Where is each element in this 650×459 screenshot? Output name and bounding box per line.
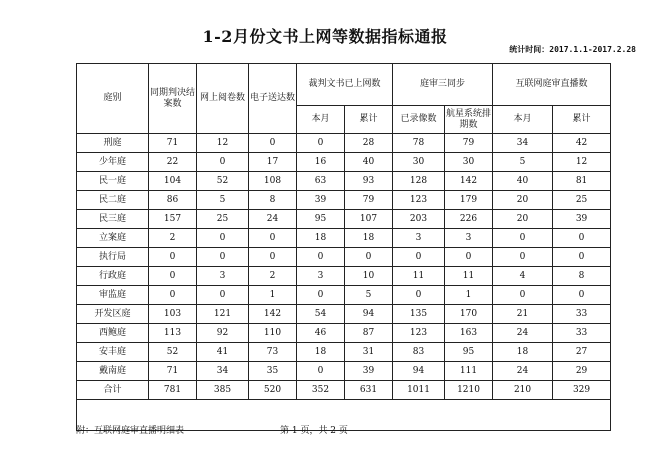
court-name-cell: 西鲍庭	[77, 324, 149, 343]
table-row	[77, 134, 611, 153]
value-cell: 110	[249, 324, 297, 343]
value-cell: 39	[553, 210, 611, 229]
table-row	[77, 305, 611, 324]
table-row	[77, 191, 611, 210]
value-cell: 24	[249, 210, 297, 229]
value-cell: 1	[445, 286, 493, 305]
value-cell: 329	[553, 381, 611, 400]
court-name-cell: 执行局	[77, 248, 149, 267]
value-cell: 24	[493, 362, 553, 381]
value-cell: 16	[297, 153, 345, 172]
value-cell: 2	[249, 267, 297, 286]
value-cell: 0	[197, 286, 249, 305]
value-cell: 0	[445, 248, 493, 267]
value-cell: 203	[393, 210, 445, 229]
value-cell: 95	[445, 343, 493, 362]
value-cell: 30	[445, 153, 493, 172]
value-cell: 21	[493, 305, 553, 324]
report-title: 1-2月份文书上网等数据指标通报	[202, 27, 448, 46]
value-cell: 123	[393, 324, 445, 343]
value-cell: 157	[149, 210, 197, 229]
header-live-this-month: 本月	[493, 106, 553, 134]
value-cell: 79	[445, 134, 493, 153]
table-row	[77, 229, 611, 248]
court-name-cell: 立案庭	[77, 229, 149, 248]
value-cell: 87	[345, 324, 393, 343]
value-cell: 39	[297, 191, 345, 210]
court-name-cell: 民一庭	[77, 172, 149, 191]
header-cumulative: 累计	[345, 106, 393, 134]
table-row	[77, 248, 611, 267]
header-ranking: 航星系统排期数	[445, 106, 493, 134]
table-row	[77, 172, 611, 191]
value-cell: 83	[393, 343, 445, 362]
value-cell: 0	[249, 248, 297, 267]
value-cell: 142	[445, 172, 493, 191]
value-cell: 0	[249, 229, 297, 248]
value-cell: 18	[345, 229, 393, 248]
value-cell: 86	[149, 191, 197, 210]
value-cell: 29	[553, 362, 611, 381]
value-cell: 20	[493, 210, 553, 229]
value-cell: 71	[149, 134, 197, 153]
value-cell: 631	[345, 381, 393, 400]
value-cell: 73	[249, 343, 297, 362]
court-name-cell: 民三庭	[77, 210, 149, 229]
header-recorded: 已录像数	[393, 106, 445, 134]
table-row	[77, 210, 611, 229]
value-cell: 40	[345, 153, 393, 172]
value-cell: 128	[393, 172, 445, 191]
court-name-cell: 安丰庭	[77, 343, 149, 362]
court-name-cell: 戴南庭	[77, 362, 149, 381]
value-cell: 52	[197, 172, 249, 191]
value-cell: 135	[393, 305, 445, 324]
value-cell: 0	[393, 286, 445, 305]
value-cell: 0	[249, 134, 297, 153]
value-cell: 107	[345, 210, 393, 229]
header-e-delivery: 电子送达数	[249, 64, 297, 134]
table-body	[77, 134, 611, 400]
value-cell: 111	[445, 362, 493, 381]
value-cell: 163	[445, 324, 493, 343]
value-cell: 0	[197, 153, 249, 172]
table-row	[77, 324, 611, 343]
table-row	[77, 343, 611, 362]
value-cell: 93	[345, 172, 393, 191]
value-cell: 4	[493, 267, 553, 286]
value-cell: 46	[297, 324, 345, 343]
value-cell: 1011	[393, 381, 445, 400]
header-judgements-online: 裁判文书已上网数	[297, 64, 393, 106]
value-cell: 24	[493, 324, 553, 343]
value-cell: 79	[345, 191, 393, 210]
value-cell: 2	[149, 229, 197, 248]
value-cell: 108	[249, 172, 297, 191]
value-cell: 25	[553, 191, 611, 210]
value-cell: 11	[445, 267, 493, 286]
value-cell: 0	[553, 286, 611, 305]
header-row-top	[77, 64, 611, 106]
value-cell: 0	[493, 248, 553, 267]
value-cell: 5	[197, 191, 249, 210]
value-cell: 25	[197, 210, 249, 229]
value-cell: 0	[393, 248, 445, 267]
header-live-cumulative: 累计	[553, 106, 611, 134]
value-cell: 11	[393, 267, 445, 286]
value-cell: 0	[297, 248, 345, 267]
value-cell: 18	[493, 343, 553, 362]
value-cell: 781	[149, 381, 197, 400]
value-cell: 31	[345, 343, 393, 362]
value-cell: 3	[197, 267, 249, 286]
value-cell: 113	[149, 324, 197, 343]
value-cell: 28	[345, 134, 393, 153]
value-cell: 123	[393, 191, 445, 210]
value-cell: 92	[197, 324, 249, 343]
table-row	[77, 267, 611, 286]
value-cell: 0	[553, 248, 611, 267]
court-name-cell: 民二庭	[77, 191, 149, 210]
value-cell: 8	[553, 267, 611, 286]
court-name-cell: 审监庭	[77, 286, 149, 305]
value-cell: 33	[553, 305, 611, 324]
table-row	[77, 153, 611, 172]
value-cell: 35	[249, 362, 297, 381]
value-cell: 0	[149, 248, 197, 267]
header-court: 庭别	[77, 64, 149, 134]
value-cell: 12	[553, 153, 611, 172]
value-cell: 142	[249, 305, 297, 324]
header-closed-cases: 同期判决结案数	[149, 64, 197, 134]
court-name-cell: 行政庭	[77, 267, 149, 286]
value-cell: 12	[197, 134, 249, 153]
value-cell: 42	[553, 134, 611, 153]
value-cell: 63	[297, 172, 345, 191]
value-cell: 18	[297, 343, 345, 362]
value-cell: 34	[197, 362, 249, 381]
value-cell: 18	[297, 229, 345, 248]
statistics-table	[76, 63, 611, 431]
value-cell: 10	[345, 267, 393, 286]
court-name-cell: 刑庭	[77, 134, 149, 153]
footer-attachment: 附：互联网庭审直播明细表	[76, 426, 185, 436]
value-cell: 0	[149, 267, 197, 286]
value-cell: 34	[493, 134, 553, 153]
value-cell: 33	[553, 324, 611, 343]
court-name-cell: 少年庭	[77, 153, 149, 172]
value-cell: 20	[493, 191, 553, 210]
footer-page-info: 第 1 页，共 2 页	[280, 426, 348, 436]
statistics-period: 统计时间：2017.1.1-2017.2.28	[509, 45, 636, 54]
court-name-cell: 开发区庭	[77, 305, 149, 324]
header-live-broadcast: 互联网庭审直播数	[493, 64, 611, 106]
value-cell: 104	[149, 172, 197, 191]
value-cell: 226	[445, 210, 493, 229]
value-cell: 1	[249, 286, 297, 305]
value-cell: 0	[345, 248, 393, 267]
table-row	[77, 362, 611, 381]
value-cell: 0	[197, 229, 249, 248]
value-cell: 5	[345, 286, 393, 305]
value-cell: 95	[297, 210, 345, 229]
value-cell: 27	[553, 343, 611, 362]
value-cell: 385	[197, 381, 249, 400]
value-cell: 3	[393, 229, 445, 248]
value-cell: 520	[249, 381, 297, 400]
value-cell: 71	[149, 362, 197, 381]
header-online-read: 网上阅卷数	[197, 64, 249, 134]
value-cell: 210	[493, 381, 553, 400]
value-cell: 0	[197, 248, 249, 267]
value-cell: 0	[297, 362, 345, 381]
value-cell: 0	[297, 134, 345, 153]
value-cell: 0	[297, 286, 345, 305]
value-cell: 78	[393, 134, 445, 153]
table-row	[77, 286, 611, 305]
value-cell: 0	[149, 286, 197, 305]
value-cell: 22	[149, 153, 197, 172]
value-cell: 0	[553, 229, 611, 248]
value-cell: 94	[345, 305, 393, 324]
value-cell: 170	[445, 305, 493, 324]
header-this-month: 本月	[297, 106, 345, 134]
value-cell: 179	[445, 191, 493, 210]
header-trial-sync: 庭审三同步	[393, 64, 493, 106]
value-cell: 1210	[445, 381, 493, 400]
value-cell: 41	[197, 343, 249, 362]
value-cell: 81	[553, 172, 611, 191]
value-cell: 3	[445, 229, 493, 248]
value-cell: 121	[197, 305, 249, 324]
value-cell: 5	[493, 153, 553, 172]
value-cell: 54	[297, 305, 345, 324]
value-cell: 17	[249, 153, 297, 172]
value-cell: 0	[493, 229, 553, 248]
value-cell: 3	[297, 267, 345, 286]
value-cell: 94	[393, 362, 445, 381]
value-cell: 52	[149, 343, 197, 362]
table-row	[77, 381, 611, 400]
value-cell: 8	[249, 191, 297, 210]
value-cell: 103	[149, 305, 197, 324]
value-cell: 352	[297, 381, 345, 400]
value-cell: 30	[393, 153, 445, 172]
court-name-cell: 合计	[77, 381, 149, 400]
value-cell: 40	[493, 172, 553, 191]
value-cell: 0	[493, 286, 553, 305]
value-cell: 39	[345, 362, 393, 381]
